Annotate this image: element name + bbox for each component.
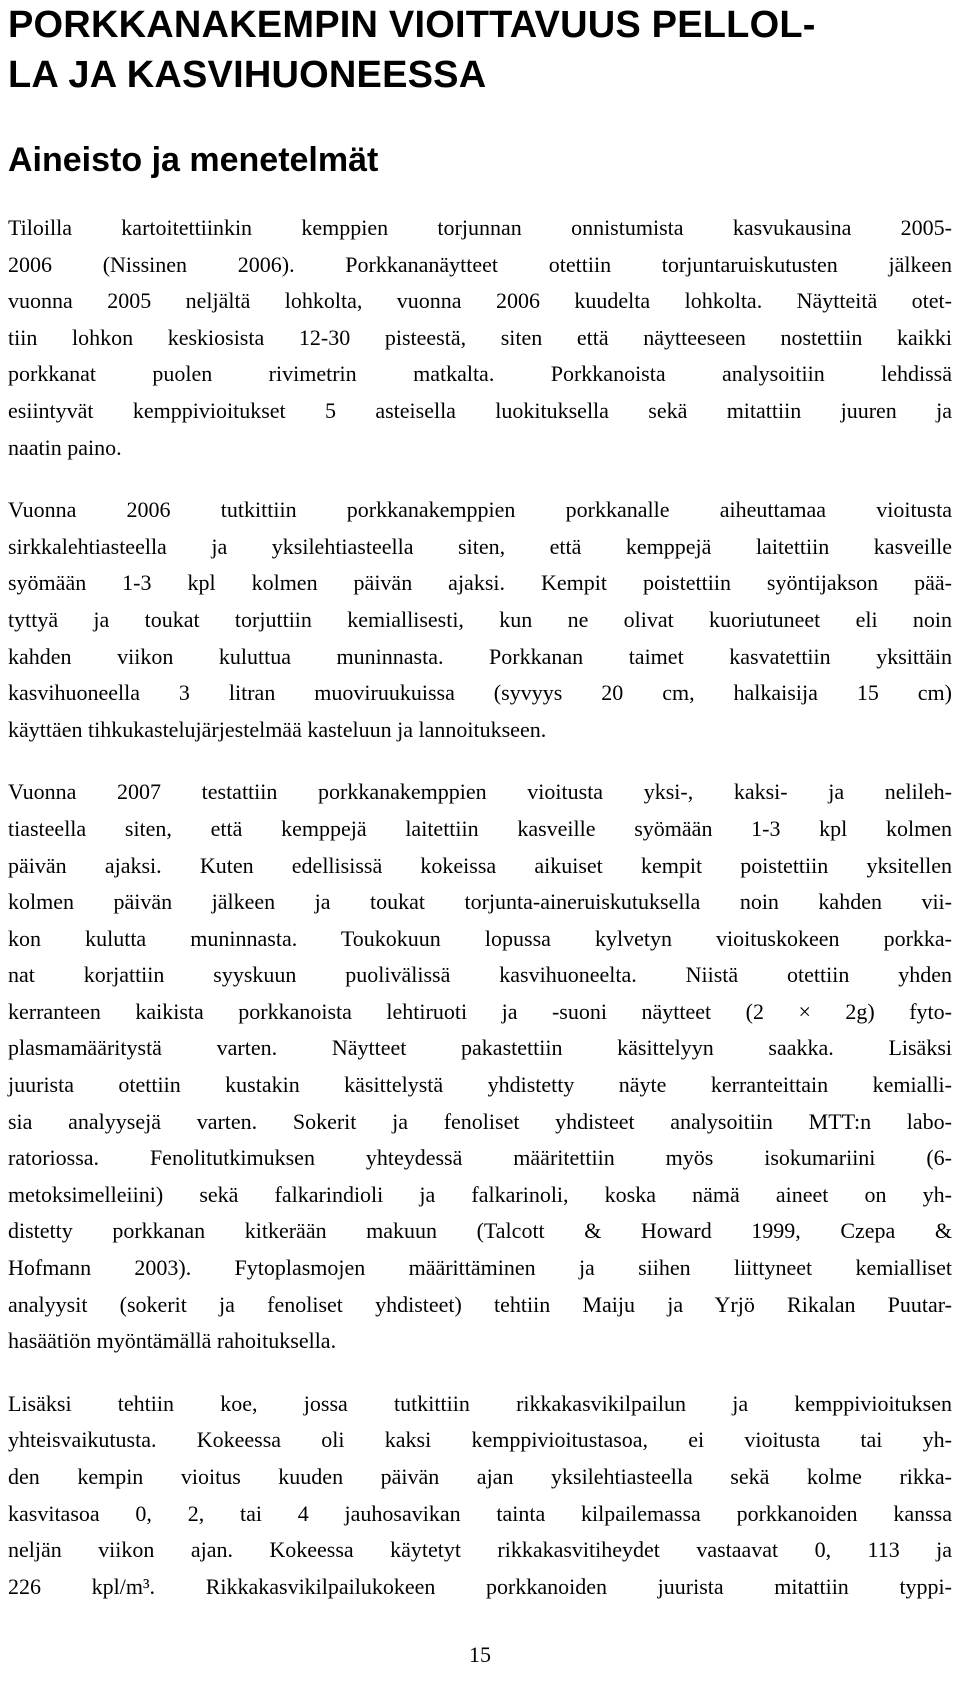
- paragraph-line: distetty porkkanan kitkerään makuun (Talcott & Howard 1999, Czepa &: [8, 1218, 952, 1244]
- paragraph-line: kolmen päivän jälkeen ja toukat torjunta-aineruiskutuksella noin kahden vii-: [8, 889, 952, 915]
- paragraph-4: [8, 1386, 952, 1606]
- document-title: [8, 0, 952, 100]
- paragraph-line: sirkkalehtiasteella ja yksilehtiasteella siten, että kemppejä laitettiin kasveille: [8, 533, 952, 559]
- paragraph-line: Tiloilla kartoitettiinkin kemppien torjunnan onnistumista kasvukausina 2005-: [8, 215, 952, 240]
- document-page: [8, 0, 952, 1605]
- paragraph-line: kasvitasoa 0, 2, tai 4 jauhosavikan tainta kilpailemassa porkkanoiden kanssa: [8, 1500, 952, 1526]
- paragraph-line: Hofmann 2003). Fytoplasmojen määrittäminen ja siihen liittyneet kemialliset: [8, 1255, 952, 1281]
- paragraph-line: päivän ajaksi. Kuten edellisissä kokeissa aikuiset kempit poistettiin yksitellen: [8, 852, 952, 878]
- paragraph-line: den kempin vioitus kuuden päivän ajan yksilehtiasteella sekä kolme rikka-: [8, 1464, 952, 1489]
- paragraph-line: Vuonna 2007 testattiin porkkanakemppien vioitusta yksi-, kaksi- ja nelileh-: [8, 779, 952, 805]
- paragraph-line: 226 kpl/m³. Rikkakasvikilpailukokeen porkkanoiden juurista mitattiin typpi-: [8, 1573, 952, 1599]
- paragraph-2: [8, 492, 952, 748]
- paragraph-line: Vuonna 2006 tutkittiin porkkanakemppien porkkanalle aiheuttamaa vioitusta: [8, 497, 952, 523]
- paragraph-line: kasvihuoneella 3 litran muoviruukuissa (syvyys 20 cm, halkaisija 15 cm): [8, 680, 952, 706]
- paragraph-line: ratoriossa. Fenolitutkimuksen yhteydessä määritettiin myös isokumariini (6-: [8, 1145, 952, 1171]
- paragraph-line: sia analyysejä varten. Sokerit ja fenoliset yhdisteet analysoitiin MTT:n labo-: [8, 1108, 952, 1134]
- paragraph-line: nat korjattiin syyskuun puolivälissä kasvihuoneelta. Niistä otettiin yhden: [8, 962, 952, 988]
- paragraph-line: analyysit (sokerit ja fenoliset yhdisteet) tehtiin Maiju ja Yrjö Rikalan Puutar-: [8, 1291, 952, 1317]
- paragraph-line: tiin lohkon keskiosista 12-30 pisteestä, siten että näytteeseen nostettiin kaikki: [8, 324, 952, 350]
- paragraph-line: tyttyä ja toukat torjuttiin kemiallisesti, kun ne olivat kuoriutuneet eli noin: [8, 606, 952, 632]
- paragraph-line: syömään 1-3 kpl kolmen päivän ajaksi. Kempit poistettiin syöntijakson pää-: [8, 570, 952, 596]
- paragraph-3: [8, 774, 952, 1360]
- section-heading: Aineisto ja menetelmät: [8, 141, 379, 179]
- paragraph-line: juurista otettiin kustakin käsittelystä yhdistetty näyte kerranteittain kemialli-: [8, 1072, 952, 1098]
- paragraph-line: yhteisvaikutusta. Kokeessa oli kaksi kemppivioitustasoa, ei vioitusta tai yh-: [8, 1427, 952, 1453]
- paragraph-line: kerranteen kaikista porkkanoista lehtiruoti ja -suoni näytteet (2 × 2g) fyto-: [8, 998, 952, 1024]
- paragraph-line: hasäätiön myöntämällä rahoituksella.: [8, 1328, 337, 1354]
- page-number: 15: [469, 1642, 491, 1667]
- paragraph-line: käyttäen tihkukastelujärjestelmää kasteluun ja lannoitukseen.: [8, 716, 547, 742]
- paragraph-line: naatin paino.: [8, 434, 122, 460]
- paragraph-line: esiintyvät kemppivioitukset 5 asteisella luokituksella sekä mitattiin juuren ja: [8, 397, 952, 423]
- paragraph-line: Lisäksi tehtiin koe, jossa tutkittiin rikkakasvikilpailun ja kemppivioituksen: [8, 1390, 952, 1416]
- paragraph-line: porkkanat puolen rivimetrin matkalta. Porkkanoista analysoitiin lehdissä: [8, 361, 952, 387]
- document-title-line-2: LA JA KASVIHUONEESSA: [8, 54, 487, 96]
- paragraph-line: kahden viikon kuluttua muninnasta. Porkkanan taimet kasvatettiin yksittäin: [8, 643, 952, 669]
- paragraph-1: [8, 210, 952, 466]
- paragraph-line: metoksimelleiini) sekä falkarindioli ja falkarinoli, koska nämä aineet on yh-: [8, 1181, 952, 1207]
- paragraph-line: vuonna 2005 neljältä lohkolta, vuonna 2006 kuudelta lohkolta. Näytteitä otet-: [8, 288, 952, 314]
- document-title-line-1: PORKKANAKEMPIN VIOITTAVUUS PELLOL-: [8, 4, 816, 46]
- paragraph-line: 2006 (Nissinen 2006). Porkkananäytteet otettiin torjuntaruiskutusten jälkeen: [8, 251, 952, 277]
- paragraph-line: neljän viikon ajan. Kokeessa käytetyt rikkakasvitiheydet vastaavat 0, 113 ja: [8, 1537, 952, 1563]
- paragraph-line: plasmamääritystä varten. Näytteet pakastettiin käsittelyyn saakka. Lisäksi: [8, 1035, 952, 1061]
- paragraph-line: tiasteella siten, että kemppejä laitettiin kasveille syömään 1-3 kpl kolmen: [8, 815, 952, 841]
- paragraph-line: kon kulutta muninnasta. Toukokuun lopussa kylvetyn vioituskokeen porkka-: [8, 925, 952, 951]
